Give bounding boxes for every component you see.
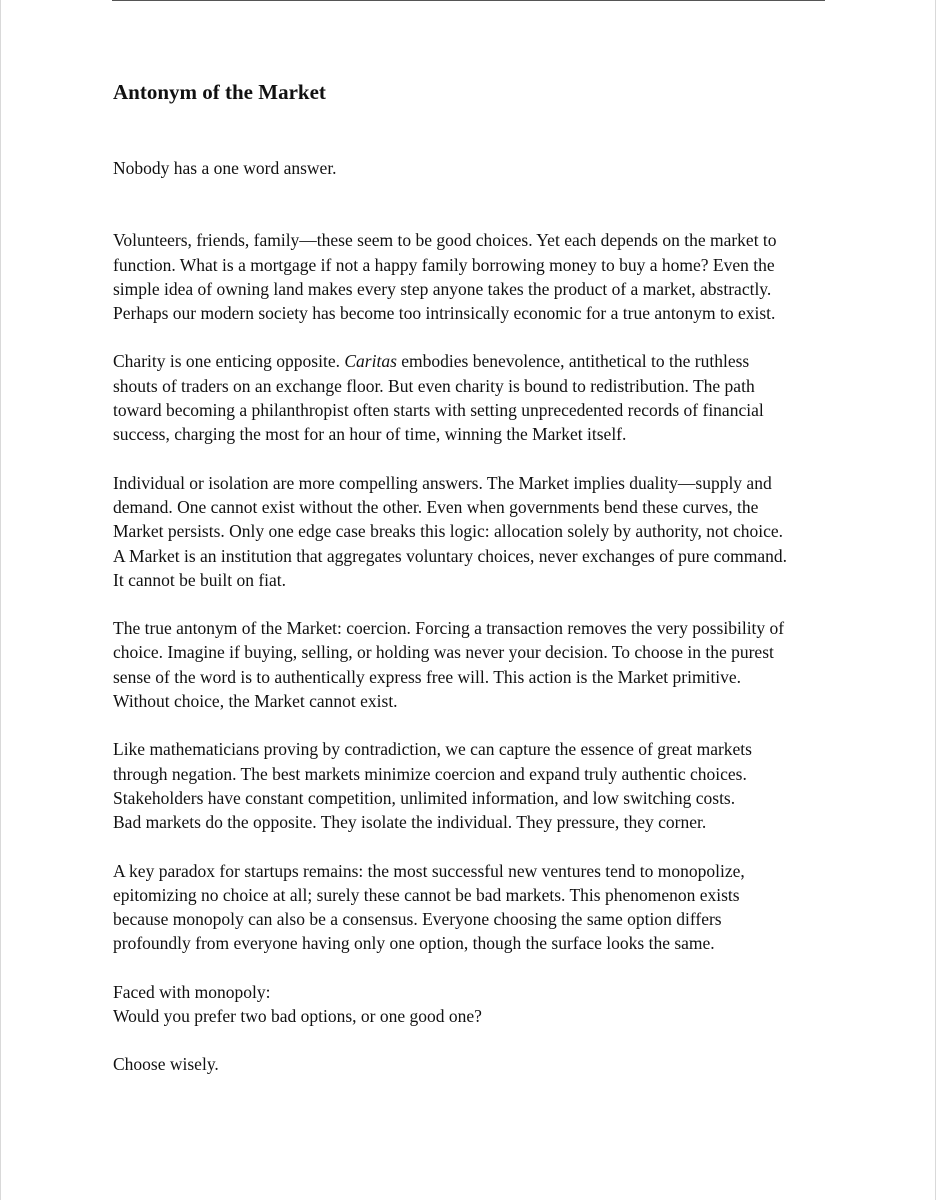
line-text: embodies benevolence, antithetical to the ruthless <box>396 351 750 372</box>
italic-term: Caritas <box>344 351 397 372</box>
paragraph-line: epitomizing no choice at all; surely these cannot be bad markets. This phenomenon exists <box>113 884 740 905</box>
paragraph-6 <box>113 859 833 956</box>
paragraph-2 <box>113 349 833 446</box>
paragraph-line: profoundly from everyone having only one option, though the surface looks the same. <box>113 933 715 954</box>
intro-paragraph: Nobody has a one word answer. <box>113 158 337 178</box>
top-rule <box>112 0 825 1</box>
paragraph-line: The true antonym of the Market: coercion. Forcing a transaction removes the very possibility of <box>113 618 785 639</box>
paragraph-line: toward becoming a philanthropist often starts with setting unprecedented records of financial <box>113 400 764 421</box>
paragraph-3 <box>113 471 833 592</box>
document-body <box>113 78 833 1101</box>
paragraph-line: Bad markets do the opposite. They isolate the individual. They pressure, they corner. <box>113 812 707 833</box>
paragraph-line: Faced with monopoly: <box>113 981 271 1002</box>
paragraph-line: A key paradox for startups remains: the most successful new ventures tend to monopolize, <box>113 860 745 881</box>
paragraph-line: Market persists. Only one edge case breaks this logic: allocation solely by authority, not choice. <box>113 521 784 542</box>
paragraph-line: sense of the word is to authentically express free will. This action is the Market primitive. <box>113 666 742 687</box>
closing-line: Choose wisely. <box>113 1054 219 1075</box>
paragraph-1 <box>113 228 833 325</box>
paragraph-line: function. What is a mortgage if not a happy family borrowing money to buy a home? Even the <box>113 254 775 275</box>
paragraph-line: Stakeholders have constant competition, unlimited information, and low switching costs. <box>113 787 736 808</box>
paragraph-line: Volunteers, friends, family—these seem to be good choices. Yet each depends on the market to <box>113 230 777 251</box>
paragraph-line: Without choice, the Market cannot exist. <box>113 691 398 712</box>
paragraph-line: It cannot be built on fiat. <box>113 569 287 590</box>
paragraph-line <box>113 349 833 373</box>
paragraph-line: A Market is an institution that aggregates voluntary choices, never exchanges of pure command. <box>113 545 788 566</box>
paragraph-line: Perhaps our modern society has become too intrinsically economic for a true antonym to exist. <box>113 303 776 324</box>
paragraph-line: demand. One cannot exist without the other. Even when governments bend these curves, the <box>113 496 759 517</box>
paragraph-line: success, charging the most for an hour of time, winning the Market itself. <box>113 424 627 445</box>
document-title: Antonym of the Market <box>113 80 326 104</box>
paragraph-line: Would you prefer two bad options, or one good one? <box>113 1006 482 1027</box>
paragraph-4 <box>113 616 833 713</box>
paragraph-line: simple idea of owning land makes every step anyone takes the product of a market, abstractly. <box>113 278 772 299</box>
paragraph-line: choice. Imagine if buying, selling, or holding was never your decision. To choose in the purest <box>113 642 774 663</box>
line-text: Charity is one enticing opposite. <box>113 351 345 372</box>
paragraph-line: Individual or isolation are more compelling answers. The Market implies duality—supply and <box>113 472 772 493</box>
paragraph-line: through negation. The best markets minimize coercion and expand truly authentic choices. <box>113 763 747 784</box>
paragraph-line: because monopoly can also be a consensus. Everyone choosing the same option differs <box>113 909 722 930</box>
paragraph-7 <box>113 980 833 1029</box>
paragraph-line: shouts of traders on an exchange floor. But even charity is bound to redistribution. The path <box>113 375 755 396</box>
paragraph-5 <box>113 737 833 834</box>
paragraph-line: Like mathematicians proving by contradiction, we can capture the essence of great markets <box>113 739 752 760</box>
